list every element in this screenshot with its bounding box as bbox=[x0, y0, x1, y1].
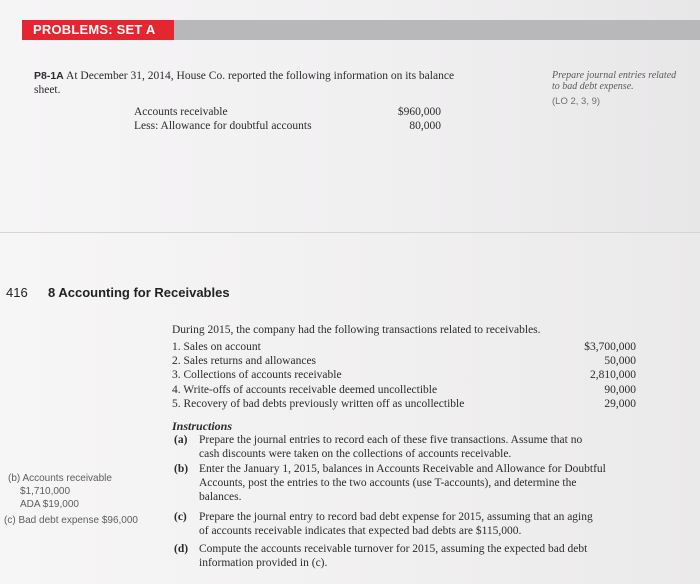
balance-label-0: Accounts receivable bbox=[134, 106, 228, 118]
instruction-c-label: (c) bbox=[174, 511, 187, 523]
answer-b-line1: (b) Accounts receivable bbox=[8, 473, 112, 484]
instruction-d-line2: information provided in (c). bbox=[199, 557, 328, 569]
transaction-label-2: 2. Sales returns and allowances bbox=[172, 355, 317, 367]
answer-b-line2: $1,710,000 bbox=[20, 486, 71, 497]
page-number: 416 bbox=[6, 285, 28, 300]
problem-statement bbox=[34, 69, 454, 83]
transaction-value-4: 90,000 bbox=[604, 384, 636, 396]
instruction-d-label: (d) bbox=[174, 543, 189, 555]
instruction-c-line2: of accounts receivable indicates that expected bad debts are $115,000. bbox=[199, 525, 522, 537]
problem-text-line2: sheet. bbox=[34, 84, 61, 96]
transaction-value-5: 29,000 bbox=[604, 398, 636, 410]
instruction-b-line1: Enter the January 1, 2015, balances in Accounts Receivable and Allowance for Doubtful bbox=[199, 463, 606, 475]
answer-b-line3: ADA $19,000 bbox=[20, 499, 79, 510]
balance-value-1: 80,000 bbox=[409, 120, 441, 132]
instructions-heading: Instructions bbox=[172, 419, 233, 433]
chapter-title: 8 Accounting for Receivables bbox=[48, 285, 230, 300]
section-title: PROBLEMS: SET A bbox=[33, 22, 156, 37]
transaction-value-2: 50,000 bbox=[604, 355, 636, 367]
transaction-label-3: 3. Collections of accounts receivable bbox=[172, 369, 342, 381]
instruction-a-line1: Prepare the journal entries to record each of these five transactions. Assume that no bbox=[199, 434, 583, 446]
transaction-label-1: 1. Sales on account bbox=[172, 341, 261, 353]
instruction-d-line1: Compute the accounts receivable turnover for 2015, assuming the expected bad debt bbox=[199, 543, 588, 555]
transaction-value-1: $3,700,000 bbox=[584, 341, 636, 353]
margin-note-line2: to bad debt expense. bbox=[552, 81, 634, 92]
transactions-intro: During 2015, the company had the following transactions related to receivables. bbox=[172, 324, 541, 336]
problem-id: P8-1A bbox=[34, 70, 64, 82]
balance-label-1: Less: Allowance for doubtful accounts bbox=[134, 120, 312, 132]
transaction-label-4: 4. Write-offs of accounts receivable deemed uncollectible bbox=[172, 384, 438, 396]
instruction-b-line3: balances. bbox=[199, 491, 242, 503]
instruction-b-line2: Accounts, post the entries to the two accounts (use T-accounts), and determine the bbox=[199, 477, 577, 489]
answer-c-line1: (c) Bad debt expense $96,000 bbox=[4, 515, 138, 526]
instruction-a-line2: cash discounts were taken on the collections of accounts receivable. bbox=[199, 448, 512, 460]
transaction-label-5: 5. Recovery of bad debts previously written off as uncollectible bbox=[172, 398, 465, 410]
balance-value-0: $960,000 bbox=[397, 106, 441, 118]
instruction-a-label: (a) bbox=[174, 434, 188, 446]
instruction-c-line1: Prepare the journal entry to record bad debt expense for 2015, assuming that an aging bbox=[199, 511, 593, 523]
learning-objectives: (LO 2, 3, 9) bbox=[552, 96, 601, 107]
transaction-value-3: 2,810,000 bbox=[590, 369, 636, 381]
instruction-b-label: (b) bbox=[174, 463, 189, 475]
margin-note-line1: Prepare journal entries related bbox=[552, 70, 677, 81]
problem-text-line1: At December 31, 2014, House Co. reported the following information on its balance bbox=[66, 70, 455, 82]
